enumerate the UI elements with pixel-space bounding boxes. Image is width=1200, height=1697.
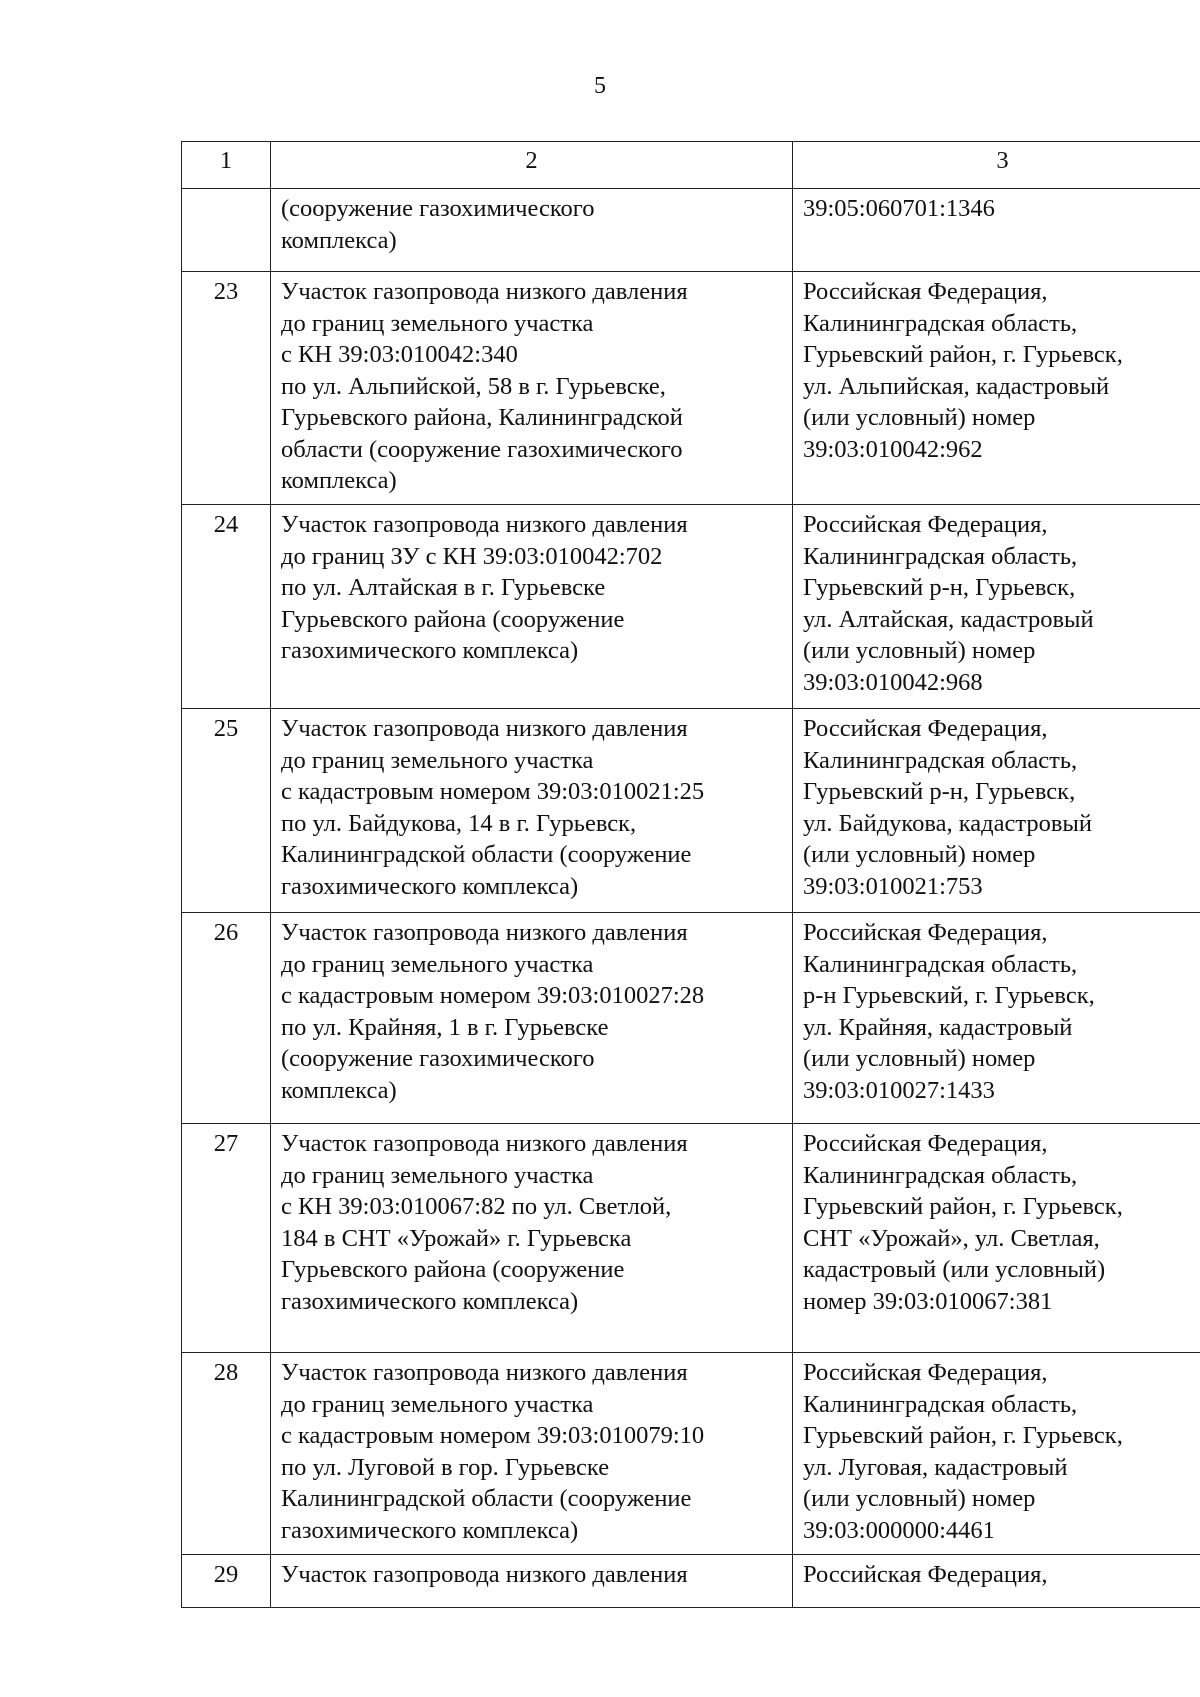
description-line: комплекса) [281,226,397,254]
location-line: Российская Федерация, [803,1561,1048,1588]
location-line: Гурьевский район, г. Гурьевск, [803,341,1123,368]
description-line: по ул. Алтайская в г. Гурьевске [281,574,606,601]
description-line: комплекса) [281,1076,397,1104]
object-description [271,709,793,913]
location-line: ул. Луговая, кадастровый [803,1453,1068,1481]
description-line: по ул. Байдукова, 14 в г. Гурьевск, [281,809,637,837]
object-description [271,1124,793,1353]
description-line: Гурьевского района (сооружение [281,1256,625,1283]
description-line: по ул. Крайняя, 1 в г. Гурьевске [281,1013,609,1041]
table-row [182,913,1200,1124]
location-line: Российская Федерация, [803,1359,1048,1386]
table-row [182,1353,1200,1555]
description-line: до границ земельного участка [281,1161,594,1189]
location-line: 39:03:010027:1433 [803,1076,995,1104]
description-line: Участок газопровода низкого давления [281,715,688,742]
location-line: р-н Гурьевский, г. Гурьевск, [803,982,1095,1009]
row-number: 28 [182,1353,271,1555]
table-row [182,189,1200,272]
description-line: до границ земельного участка [281,950,594,978]
table-row [182,709,1200,913]
location-line: ул. Байдукова, кадастровый [803,809,1092,837]
location-line: ул. Алтайская, кадастровый [803,605,1094,633]
row-number: 27 [182,1124,271,1353]
objects-table [181,141,1200,1608]
location-line: 39:05:060701:1346 [803,195,995,222]
description-line: (сооружение газохимического [281,1045,595,1072]
row-number: 29 [182,1555,271,1608]
description-line: с КН 39:03:010042:340 [281,341,518,368]
object-description [271,505,793,709]
location-line: (или условный) номер [803,404,1036,431]
table-header-row [182,142,1200,189]
page-number: 5 [594,73,606,99]
header-col-1: 1 [182,142,271,189]
row-number: 24 [182,505,271,709]
row-number [182,189,271,272]
table-row [182,272,1200,505]
location-line: Российская Федерация, [803,1130,1048,1157]
location-line: (или условный) номер [803,841,1036,868]
location-line: кадастровый (или условный) [803,1256,1106,1283]
description-line: по ул. Луговой в гор. Гурьевске [281,1453,610,1481]
location-line: номер 39:03:010067:381 [803,1287,1053,1315]
location-line: Калининградская область, [803,542,1078,570]
description-line: с кадастровым номером 39:03:010079:10 [281,1422,705,1449]
location-line: 39:03:010042:968 [803,668,983,696]
location-line: Гурьевский район, г. Гурьевск, [803,1193,1123,1220]
location-line: Российская Федерация, [803,715,1048,742]
description-line: газохимического комплекса) [281,637,579,664]
location-line: 39:03:010042:962 [803,435,983,463]
location-line: ул. Альпийская, кадастровый [803,372,1110,400]
object-location [793,189,1200,272]
location-line: 39:03:010021:753 [803,872,983,900]
location-line: Российская Федерация, [803,278,1048,305]
description-line: Участок газопровода низкого давления [281,1130,688,1157]
object-location [793,709,1200,913]
object-location [793,272,1200,505]
description-line: с КН 39:03:010067:82 по ул. Светлой, [281,1193,672,1220]
location-line: (или условный) номер [803,637,1036,664]
location-line: СНТ «Урожай», ул. Светлая, [803,1224,1100,1252]
description-line: Участок газопровода низкого давления [281,278,688,305]
location-line: Российская Федерация, [803,511,1048,538]
object-description [271,1555,793,1608]
description-line: (сооружение газохимического [281,195,595,222]
table-row [182,1124,1200,1353]
object-description [271,1353,793,1555]
description-line: Калининградской области (сооружение [281,1485,692,1512]
location-line: Российская Федерация, [803,919,1048,946]
description-line: до границ ЗУ с КН 39:03:010042:702 [281,542,663,570]
description-line: газохимического комплекса) [281,872,579,900]
location-line: Калининградская область, [803,309,1078,337]
header-col-3: 3 [793,142,1200,189]
description-line: Участок газопровода низкого давления [281,1359,688,1386]
description-line: комплекса) [281,467,397,494]
description-line: до границ земельного участка [281,309,594,337]
table-row [182,1555,1200,1608]
row-number: 25 [182,709,271,913]
description-line: до границ земельного участка [281,746,594,774]
description-line: Участок газопровода низкого давления [281,919,688,946]
location-line: (или условный) номер [803,1045,1036,1072]
description-line: 184 в СНТ «Урожай» г. Гурьевска [281,1224,632,1252]
location-line: (или условный) номер [803,1485,1036,1512]
header-col-2: 2 [271,142,793,189]
description-line: с кадастровым номером 39:03:010027:28 [281,982,705,1009]
description-line: по ул. Альпийской, 58 в г. Гурьевске, [281,372,666,400]
description-line: Участок газопровода низкого давления [281,1561,688,1588]
location-line: Гурьевский р-н, Гурьевск, [803,574,1076,601]
row-number: 23 [182,272,271,505]
location-line: Калининградская область, [803,1161,1078,1189]
location-line: Калининградская область, [803,746,1078,774]
object-description [271,913,793,1124]
description-line: Гурьевского района, Калининградской [281,404,683,431]
description-line: с кадастровым номером 39:03:010021:25 [281,778,705,805]
location-line: Гурьевский р-н, Гурьевск, [803,778,1076,805]
location-line: Калининградская область, [803,1390,1078,1418]
location-line: 39:03:000000:4461 [803,1516,995,1544]
location-line: Калининградская область, [803,950,1078,978]
description-line: газохимического комплекса) [281,1287,579,1315]
description-line: до границ земельного участка [281,1390,594,1418]
object-location [793,1353,1200,1555]
description-line: Гурьевского района (сооружение [281,605,625,633]
object-location [793,1555,1200,1608]
table-row [182,505,1200,709]
object-location [793,913,1200,1124]
row-number: 26 [182,913,271,1124]
description-line: области (сооружение газохимического [281,435,683,463]
location-line: Гурьевский район, г. Гурьевск, [803,1422,1123,1449]
description-line: газохимического комплекса) [281,1516,579,1544]
description-line: Участок газопровода низкого давления [281,511,688,538]
description-line: Калининградской области (сооружение [281,841,692,868]
object-location [793,1124,1200,1353]
object-location [793,505,1200,709]
object-description [271,189,793,272]
object-description [271,272,793,505]
location-line: ул. Крайняя, кадастровый [803,1013,1073,1041]
